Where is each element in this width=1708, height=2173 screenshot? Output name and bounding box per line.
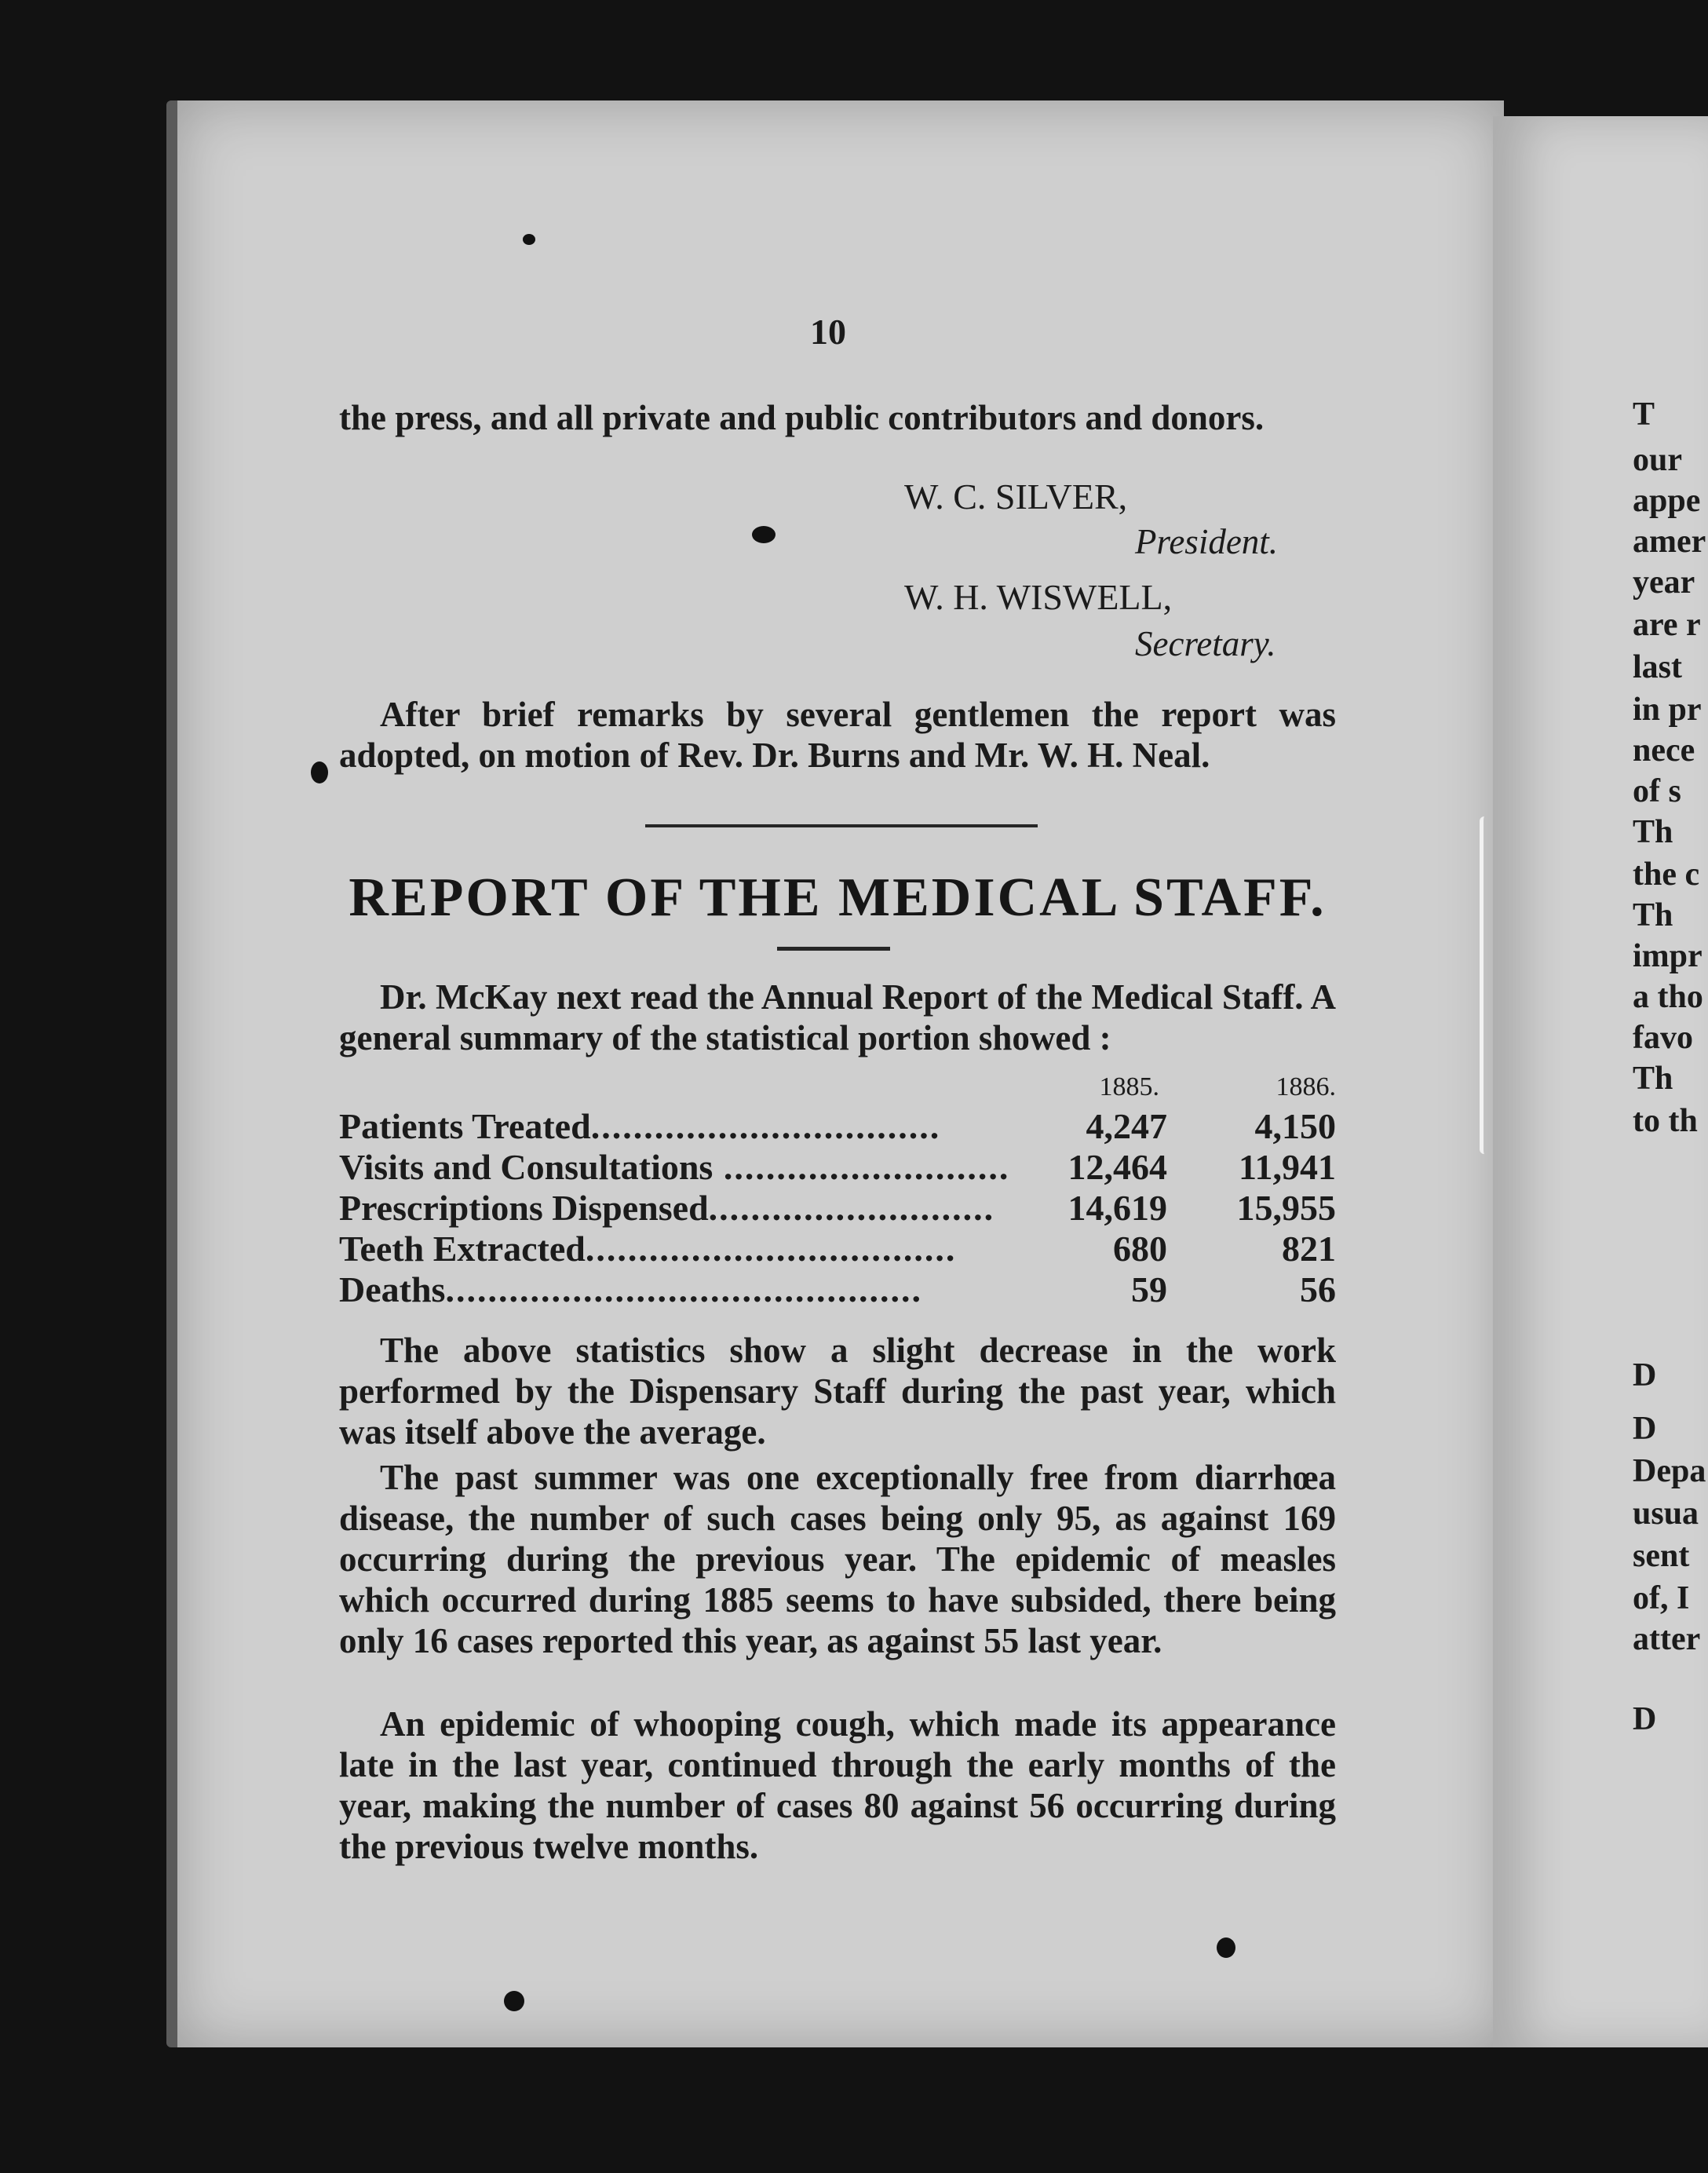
right-page-fragment: a tho xyxy=(1633,979,1703,1015)
value-1885: 4,247 xyxy=(1086,1106,1167,1146)
right-page-fragment: impr xyxy=(1633,938,1703,974)
right-page-fragment: our xyxy=(1633,442,1682,478)
value-1886: 15,955 xyxy=(1236,1188,1336,1228)
right-page-fragment: last xyxy=(1633,649,1682,685)
value-1885: 59 xyxy=(1131,1269,1167,1309)
right-page-fragment: year xyxy=(1633,564,1695,601)
year-header-1886: 1886. xyxy=(1276,1072,1336,1101)
signature-name-2: W. H. WISWELL, xyxy=(904,577,1173,617)
signature-title-1: President. xyxy=(1135,522,1279,561)
row-label: Teeth Extracted................................... xyxy=(339,1229,957,1269)
signature-title-2: Secretary. xyxy=(1135,624,1276,663)
table-row xyxy=(339,1269,1336,1309)
table-row xyxy=(339,1105,1336,1146)
right-page-fragment: of s xyxy=(1633,773,1681,809)
value-1885: 14,619 xyxy=(1068,1188,1167,1228)
value-1886: 56 xyxy=(1300,1269,1336,1309)
right-page-fragment: Depa xyxy=(1633,1453,1706,1489)
value-1886: 821 xyxy=(1282,1229,1336,1269)
value-1885: 680 xyxy=(1113,1229,1167,1269)
opening-paragraph: the press, and all private and public contributors and donors. xyxy=(339,398,1265,437)
row-label: Deaths............................................. xyxy=(339,1269,922,1309)
row-label: Prescriptions Dispensed........................... xyxy=(339,1188,995,1228)
right-page-fragment: D xyxy=(1633,1701,1657,1737)
statistics-header xyxy=(339,1072,1336,1105)
row-label: Visits and Consultations ........................... xyxy=(339,1147,1010,1187)
right-page-fragment: appe xyxy=(1633,483,1701,519)
ink-spot xyxy=(504,1991,524,2011)
remarks-paragraph: After brief remarks by several gentlemen the report was adopted, on motion of Rev. Dr. Burns and Mr. W. H. Neal. xyxy=(339,695,1336,775)
section-heading: REPORT OF THE MEDICAL STAFF. xyxy=(349,867,1327,928)
right-page-fragment: D xyxy=(1633,1411,1657,1447)
ink-spot xyxy=(523,234,535,245)
statistics-table xyxy=(339,1072,1336,1309)
right-page-fragment: sent xyxy=(1633,1538,1690,1574)
body-paragraph-2: The past summer was one exceptionally free from diarrhœa disease, the number of such cases being only 95, as against 169 occurring during the previous year. The epidemic of measles which occurred during 1885 seems to have subsided, there being only 16 cases reported this year, as against 55 last year. xyxy=(339,1458,1336,1660)
right-page-fragment: of, I xyxy=(1633,1580,1690,1616)
right-page-fragment: Th xyxy=(1633,814,1673,850)
right-page-fragment: favo xyxy=(1633,1020,1693,1056)
right-page-fragment: in pr xyxy=(1633,692,1702,728)
heading-underline xyxy=(777,947,890,951)
right-page xyxy=(1493,116,1708,2047)
table-row xyxy=(339,1146,1336,1187)
right-page-fragment: nece xyxy=(1633,732,1695,769)
right-page-fragment: are r xyxy=(1633,607,1701,643)
value-1885: 12,464 xyxy=(1068,1147,1167,1187)
binding-thread xyxy=(1480,816,1493,1154)
intro-paragraph: Dr. McKay next read the Annual Report of the Medical Staff. A general summary of the statistical portion showed : xyxy=(339,977,1336,1057)
body-paragraph-3: An epidemic of whooping cough, which made its appearance late in the last year, continued through the early months of the year, making the number of cases 80 against 56 occurring during the previous twelve months. xyxy=(339,1704,1336,1866)
signature-name-1: W. C. SILVER, xyxy=(904,477,1128,517)
page-number: 10 xyxy=(810,312,846,352)
table-row xyxy=(339,1187,1336,1228)
ink-spot xyxy=(752,526,776,543)
table-row xyxy=(339,1228,1336,1269)
value-1886: 11,941 xyxy=(1239,1147,1336,1187)
right-page-fragment: to th xyxy=(1633,1103,1698,1139)
right-page-fragment: the c xyxy=(1633,856,1700,893)
year-header-1885: 1885. xyxy=(1099,1072,1159,1101)
section-divider xyxy=(645,824,1038,827)
ink-spot xyxy=(1217,1937,1235,1958)
row-label: Patients Treated................................. xyxy=(339,1106,941,1146)
right-page-fragment: D xyxy=(1633,1357,1657,1393)
body-paragraph-1: The above statistics show a slight decrease in the work performed by the Dispensary Staff during the past year, which was itself above the average. xyxy=(339,1331,1336,1452)
value-1886: 4,150 xyxy=(1254,1106,1336,1146)
right-page-fragment: atter xyxy=(1633,1621,1701,1657)
right-page-fragment: usua xyxy=(1633,1496,1699,1532)
right-page-fragment: Th xyxy=(1633,1061,1673,1097)
right-page-fragment: Th xyxy=(1633,897,1673,933)
ink-spot xyxy=(311,761,328,783)
right-page-fragment: amer xyxy=(1633,524,1706,560)
right-page-fragment: T xyxy=(1633,396,1655,433)
